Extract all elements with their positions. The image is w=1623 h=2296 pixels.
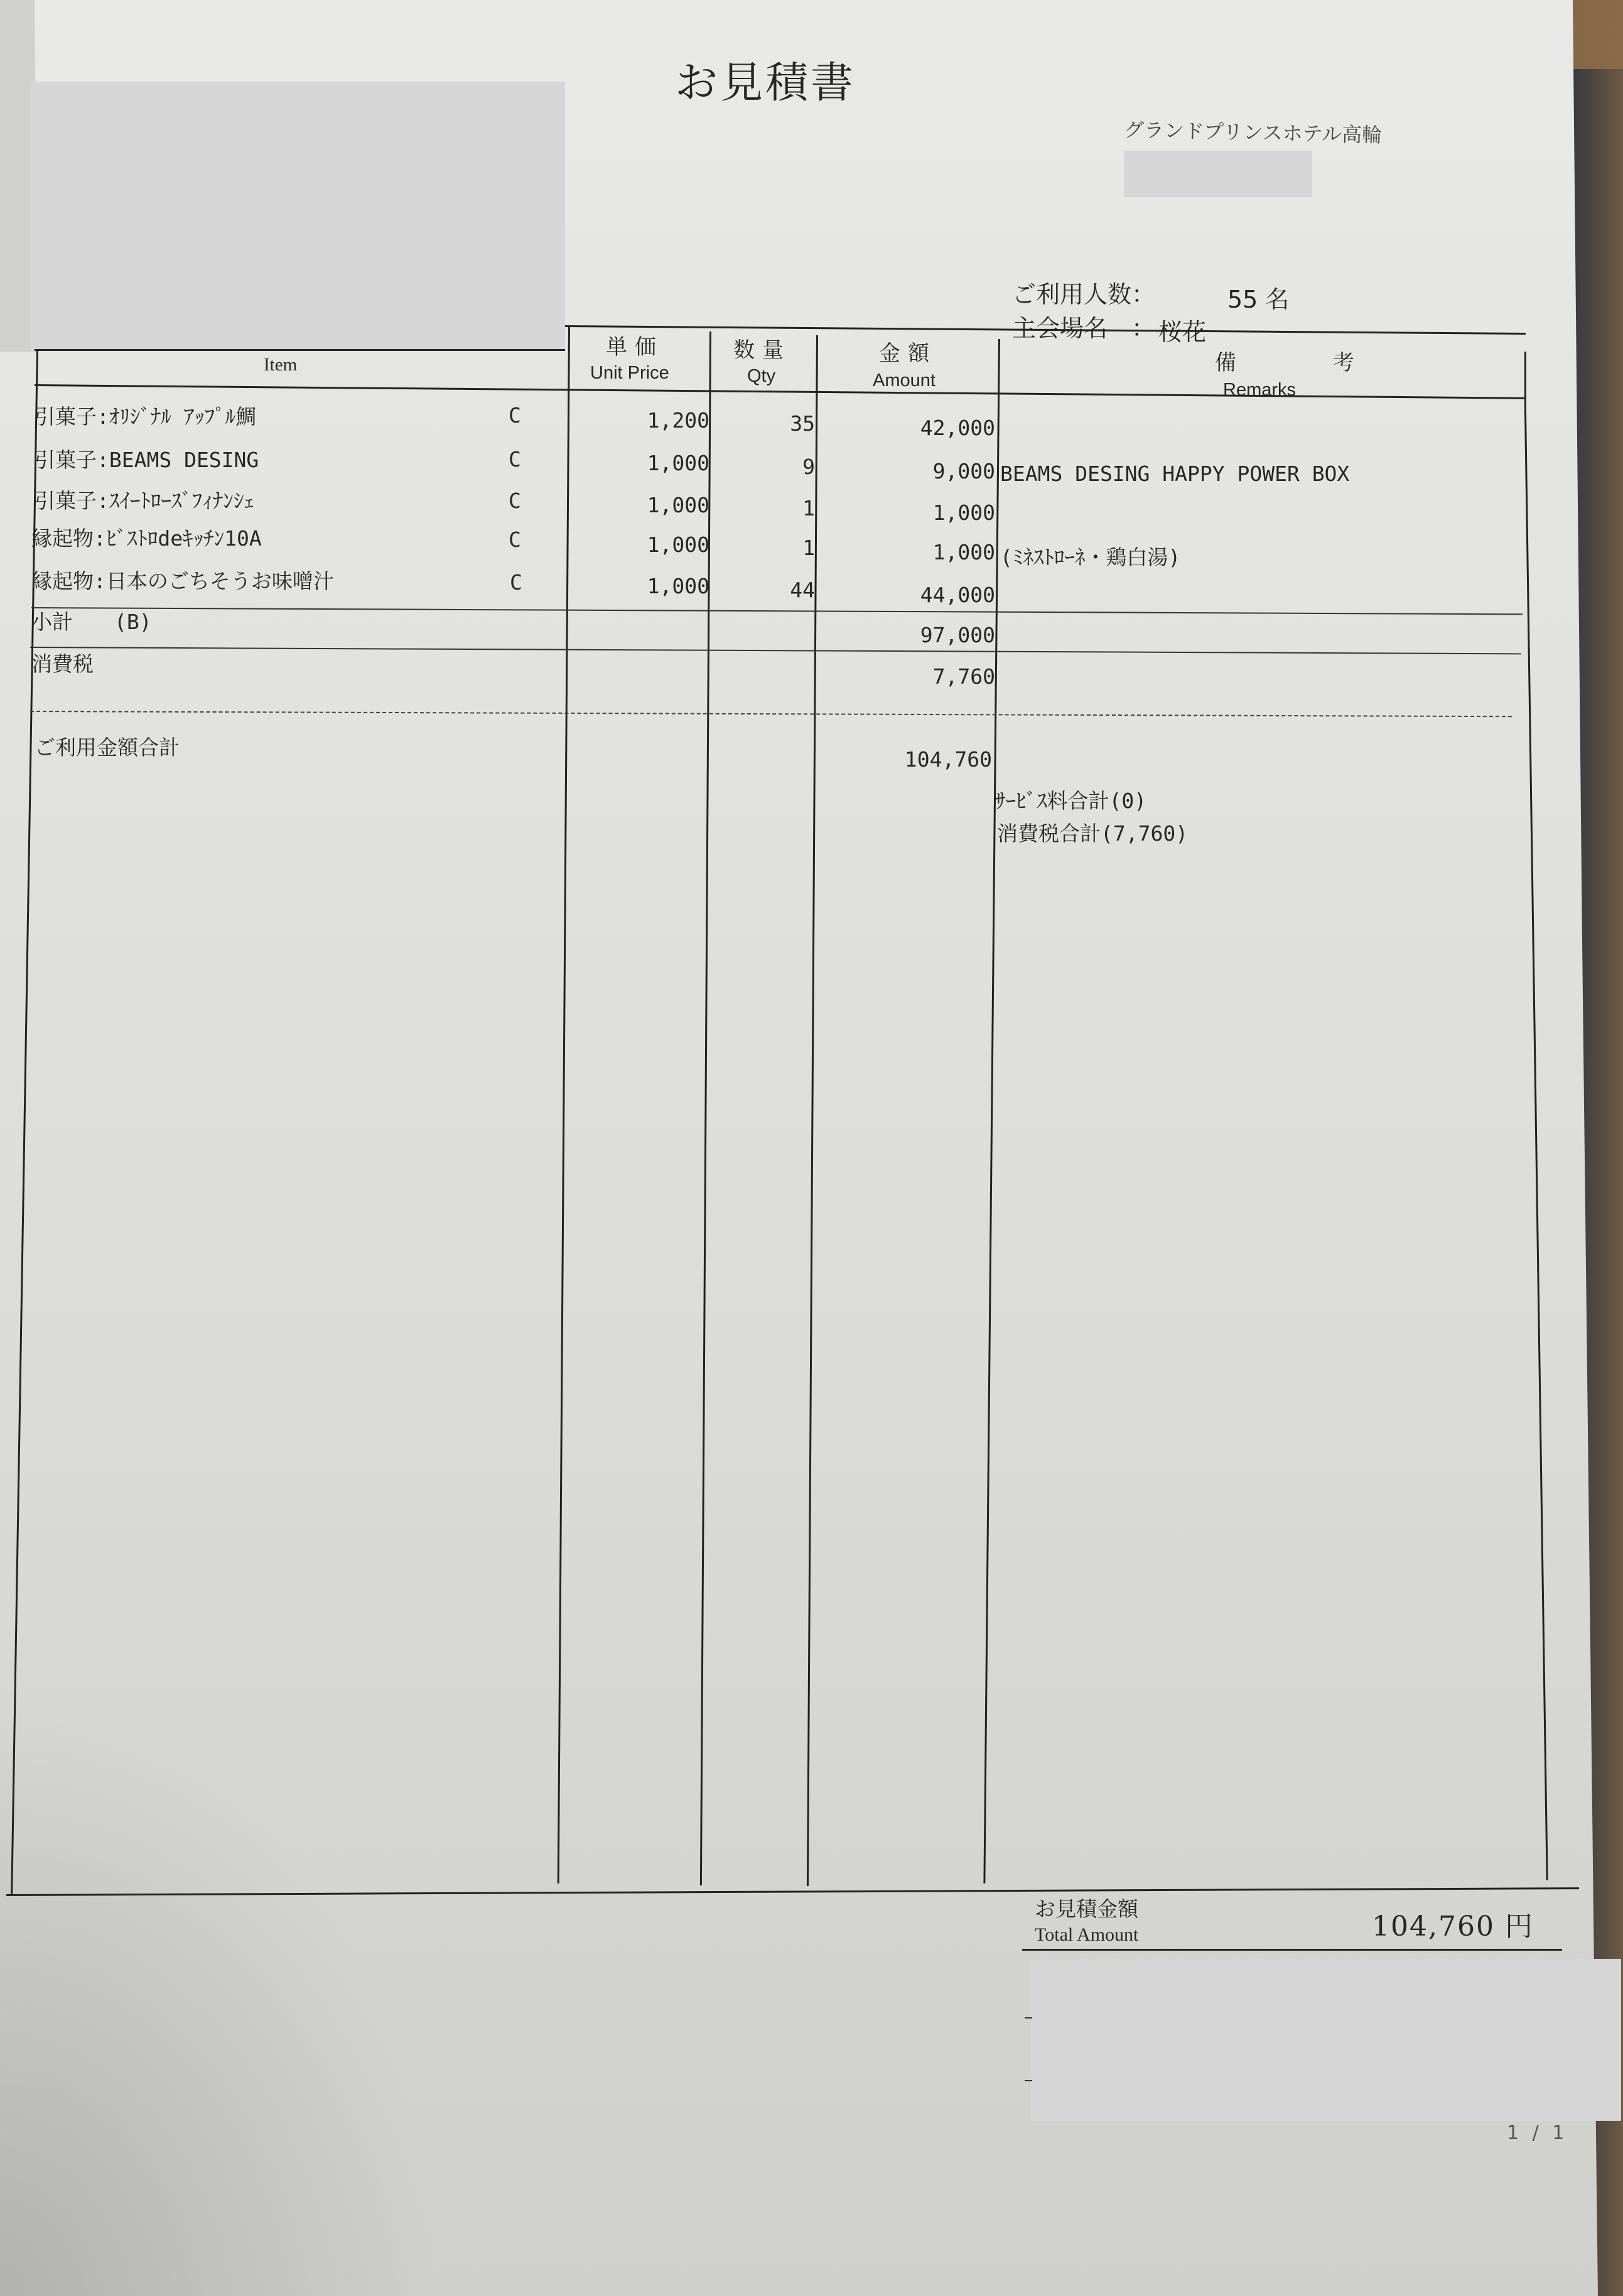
header-remarks-en: Remarks [1223, 380, 1297, 400]
guest-count-value: 55 名 [1227, 286, 1290, 313]
header-amount-jp: 金額 [879, 341, 937, 366]
tax-amount: 7,760 [932, 664, 995, 689]
row2-remarks: BEAMS DESING HAPPY POWER BOX [1000, 461, 1350, 486]
page-number: 1 / 1 [1507, 2122, 1568, 2144]
subtotal-amount: 97,000 [920, 623, 995, 647]
tax-label: 消費税 [31, 652, 94, 676]
header-unit-price-en: Unit Price [590, 363, 669, 383]
row3-unit-price: 1,000 [647, 493, 709, 517]
summary-total-value: 104,760 円 [1372, 1911, 1534, 1943]
row1-code: C [509, 403, 521, 428]
header-qty-en: Qty [747, 366, 776, 386]
row5-amount: 44,000 [920, 583, 995, 607]
row5-item: 縁起物:日本のごちそうお味噌汁 [31, 569, 334, 593]
paper-shadow [0, 1695, 439, 2296]
header-remarks-jp: 備 考 [1215, 350, 1392, 375]
row4-amount: 1,000 [932, 540, 995, 564]
row2-amount: 9,000 [932, 459, 995, 483]
row2-unit-price: 1,000 [647, 451, 709, 475]
note-service-charge: ｻｰﾋﾞｽ料合計(0) [995, 789, 1147, 813]
row1-unit-price: 1,200 [647, 408, 709, 433]
sig-line-2-tick [1025, 2080, 1032, 2081]
row3-amount: 1,000 [932, 500, 995, 525]
hotel-name: グランドプリンスホテル高輪 [1123, 117, 1383, 148]
guest-count-label: ご利用人数： [1012, 281, 1156, 308]
row2-item: 引菓子:BEAMS DESING [35, 448, 259, 472]
summary-underline [1022, 1949, 1562, 1951]
row1-item: 引菓子:ｵﾘｼﾞﾅﾙ ｱｯﾌﾟﾙ鯛 [35, 404, 257, 429]
subtotal-label: 小計 (B) [31, 610, 152, 634]
row1-qty: 35 [790, 411, 815, 436]
header-unit-price-jp: 単価 [606, 335, 664, 360]
venue-value: 桜花 [1158, 318, 1207, 346]
row3-code: C [509, 488, 521, 513]
redacted-customer-block [30, 82, 565, 350]
table-right-header-border [1524, 352, 1526, 414]
row2-qty: 9 [802, 455, 815, 479]
row5-qty: 44 [790, 578, 815, 602]
venue-label: 主会場名 ： [1012, 315, 1156, 342]
item-header-top-border [35, 349, 565, 351]
row3-qty: 1 [802, 496, 815, 520]
summary-label-en: Total Amount [1035, 1924, 1139, 1945]
header-item: Item [264, 355, 298, 375]
grand-total-label: ご利用金額合計 [35, 735, 180, 760]
row5-unit-price: 1,000 [647, 574, 709, 598]
row4-code: C [509, 527, 521, 552]
row1-amount: 42,000 [920, 416, 995, 440]
row4-qty: 1 [802, 536, 815, 560]
redacted-hotel-detail [1124, 151, 1312, 197]
sig-line-1-tick [1025, 2017, 1032, 2018]
row4-unit-price: 1,000 [647, 532, 709, 557]
grand-total-amount: 104,760 [904, 747, 992, 772]
summary-label-jp: お見積金額 [1035, 1897, 1138, 1921]
row4-remarks: (ﾐﾈｽﾄﾛｰﾈ・鶏白湯) [1000, 545, 1181, 569]
row4-item: 縁起物:ﾋﾞｽﾄﾛdeｷｯﾁﾝ10A [31, 526, 262, 551]
header-amount-en: Amount [873, 370, 936, 391]
row2-code: C [509, 447, 521, 472]
row3-item: 引菓子:ｽｲｰﾄﾛｰｽﾞﾌｨﾅﾝｼｪ [35, 488, 254, 513]
note-tax-total: 消費税合計(7,760) [997, 821, 1189, 846]
redacted-signature-block [1031, 1959, 1621, 2121]
row5-code: C [510, 570, 522, 595]
header-qty-jp: 数量 [733, 338, 791, 363]
document-title: お見積書 [675, 58, 856, 108]
